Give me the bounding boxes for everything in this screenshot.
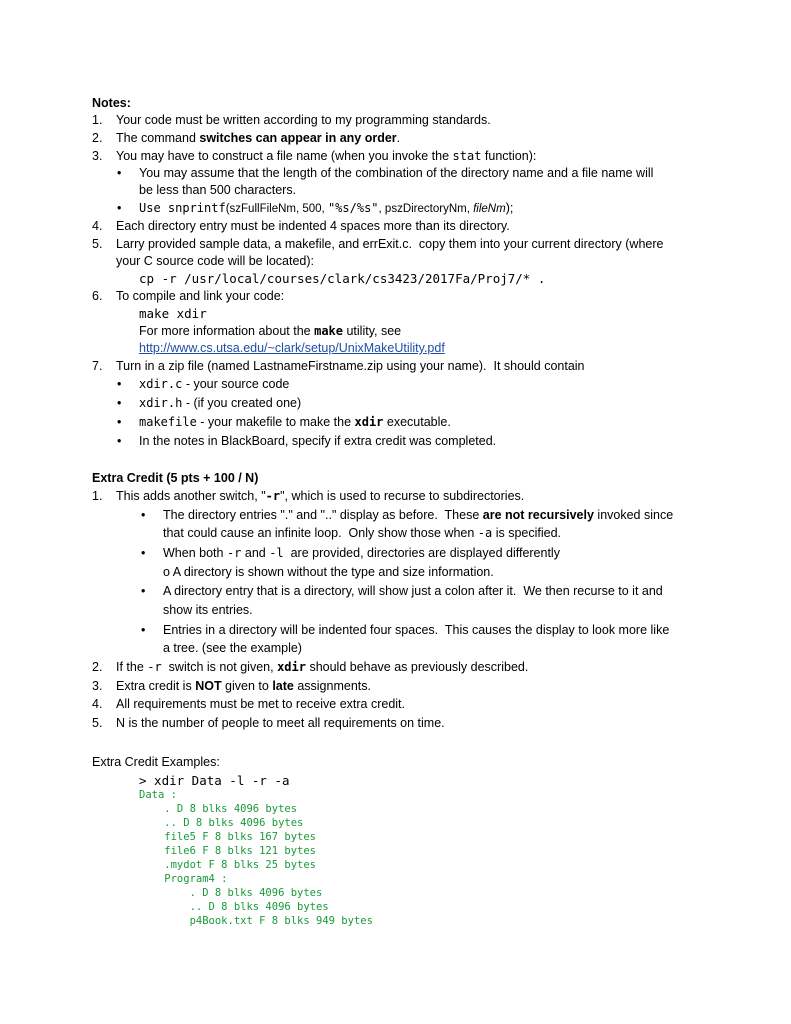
extra-3-number: 3. [92, 679, 103, 693]
make-info: For more information about the make utility, see [139, 324, 402, 338]
example-output-line: p4Book.txt F 8 blks 949 bytes [139, 915, 373, 927]
example-output-line: .mydot F 8 blks 25 bytes [139, 859, 317, 871]
extra-1-bullet-1-line2: that could cause an infinite loop. Only show those when -a is specified. [163, 526, 562, 540]
bullet-icon: • [141, 546, 146, 560]
bullet-icon: • [117, 166, 122, 180]
extra-1-bullet-3-line1: A directory entry that is a directory, will show just a colon after it. We then recurse to it and [163, 584, 663, 598]
extra-1-number: 1. [92, 489, 103, 503]
example-output-line: Program4 : [139, 873, 228, 885]
note-7-text: Turn in a zip file (named LastnameFirstname.zip using your name). It should contain [116, 359, 585, 373]
note-3-bullet-1-line2: be less than 500 characters. [139, 183, 297, 197]
extra-1-bullet-4-line1: Entries in a directory will be indented four spaces. This causes the display to look more like [163, 623, 670, 637]
example-output-line: Data : [139, 789, 177, 801]
note-7-number: 7. [92, 359, 103, 373]
note-6-text: To compile and link your code: [116, 289, 285, 303]
extra-5-text: N is the number of people to meet all requirements on time. [116, 716, 445, 730]
example-output-line: .. D 8 blks 4096 bytes [139, 901, 329, 913]
note-4-number: 4. [92, 219, 103, 233]
example-output-line: file5 F 8 blks 167 bytes [139, 831, 317, 843]
extra-1-bullet-1-line1: The directory entries "." and ".." display as before. These are not recursively invoked since [163, 508, 674, 522]
deliverable-xdir-c: xdir.c - your source code [139, 377, 290, 391]
note-3-number: 3. [92, 149, 103, 163]
extra-5-number: 5. [92, 716, 103, 730]
extra-1-text: This adds another switch, "-r", which is used to recurse to subdirectories. [116, 489, 525, 503]
deliverable-notes: In the notes in BlackBoard, specify if extra credit was completed. [139, 434, 497, 448]
bullet-icon: • [117, 201, 122, 215]
deliverable-makefile: makefile - your makefile to make the xdir executable. [139, 415, 451, 429]
example-output-line: . D 8 blks 4096 bytes [139, 887, 323, 899]
make-utility-link[interactable]: http://www.cs.utsa.edu/~clark/setup/UnixMakeUtility.pdf [139, 341, 445, 355]
extra-2-number: 2. [92, 660, 103, 674]
note-3-bullet-1-line1: You may assume that the length of the combination of the directory name and a file name will [139, 166, 654, 180]
note-5-number: 5. [92, 237, 103, 251]
example-output-line: . D 8 blks 4096 bytes [139, 803, 298, 815]
note-1-number: 1. [92, 113, 103, 127]
notes-heading: Notes: [92, 96, 131, 110]
bullet-icon: • [117, 434, 122, 448]
note-3-bullet-2: Use snprintf(szFullFileNm, 500, "%s/%s", pszDirectoryNm, fileNm); [139, 201, 514, 215]
note-2-number: 2. [92, 131, 103, 145]
bullet-icon: • [141, 623, 146, 637]
extra-1-bullet-4-line2: a tree. (see the example) [163, 641, 302, 655]
extra-credit-heading: Extra Credit (5 pts + 100 / N) [92, 471, 259, 485]
bullet-icon: • [117, 415, 122, 429]
note-4-text: Each directory entry must be indented 4 spaces more than its directory. [116, 219, 510, 233]
make-command: make xdir [139, 306, 207, 321]
note-5-text-line2: your C source code will be located): [116, 254, 315, 268]
example-output-line: file6 F 8 blks 121 bytes [139, 845, 317, 857]
extra-1-bullet-3-line2: show its entries. [163, 603, 253, 617]
extra-4-text: All requirements must be met to receive extra credit. [116, 697, 406, 711]
note-6-number: 6. [92, 289, 103, 303]
extra-3-text: Extra credit is NOT given to late assignments. [116, 679, 371, 693]
extra-1-bullet-2: When both -r and -l are provided, directories are displayed differently [163, 546, 560, 560]
extra-1-bullet-2-sub: o A directory is shown without the type and size information. [163, 565, 494, 579]
bullet-icon: • [117, 396, 122, 410]
extra-2-text: If the -r switch is not given, xdir should behave as previously described. [116, 660, 529, 674]
bullet-icon: • [141, 508, 146, 522]
extra-4-number: 4. [92, 697, 103, 711]
deliverable-xdir-h: xdir.h - (if you created one) [139, 396, 302, 410]
note-3-text: You may have to construct a file name (when you invoke the stat function): [116, 149, 537, 163]
bullet-icon: • [141, 584, 146, 598]
copy-command: cp -r /usr/local/courses/clark/cs3423/2017Fa/Proj7/* . [139, 271, 546, 286]
examples-heading: Extra Credit Examples: [92, 755, 220, 769]
example-command: > xdir Data -l -r -a [139, 773, 290, 788]
example-output-line: .. D 8 blks 4096 bytes [139, 817, 304, 829]
note-5-text: Larry provided sample data, a makefile, and errExit.c. copy them into your current directory (where [116, 237, 664, 251]
bullet-icon: • [117, 377, 122, 391]
note-2-text: The command switches can appear in any order. [116, 131, 401, 145]
note-1-text: Your code must be written according to my programming standards. [116, 113, 491, 127]
